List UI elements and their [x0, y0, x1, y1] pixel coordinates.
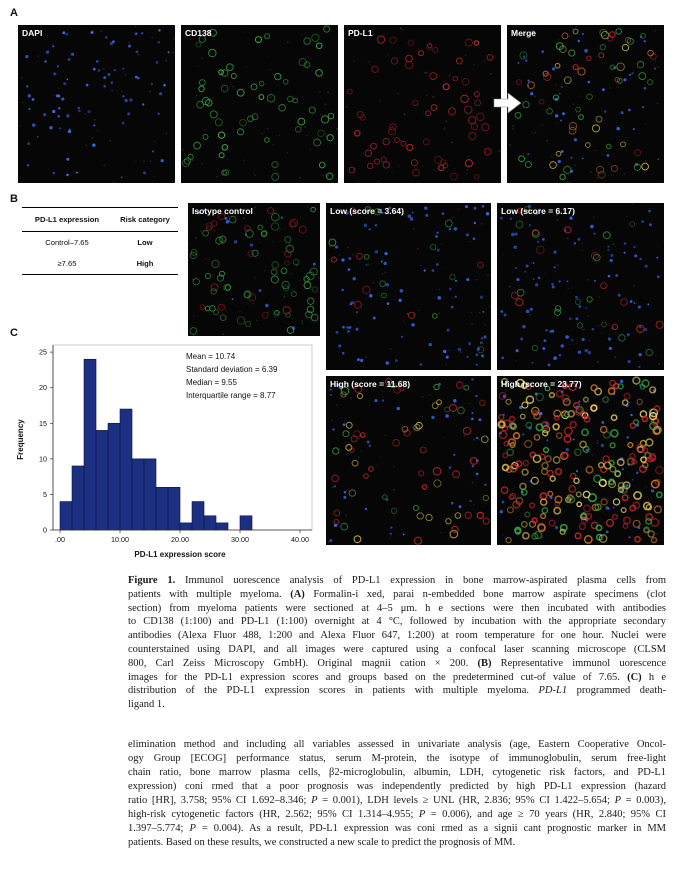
table-cell-risk: High: [136, 259, 154, 268]
text-line: [128, 574, 666, 588]
text-segment: elimination method and including all variables assessed in univariate analysis (age, Eastern Cooperative Oncol-: [128, 739, 666, 750]
text-segment: = 0.001), LDH levels ≥ UNL (HR, 2.836; 95% CI 1.422–5.654;: [317, 795, 615, 806]
x-axis-label: PD-L1 expression score: [134, 550, 226, 559]
micrograph-label: Merge: [511, 28, 537, 38]
figure-caption: [128, 574, 666, 712]
table-cell-risk: Low: [137, 238, 153, 247]
text-segment: Formalin-i xed, parai n-embedded bone marrow aspirate specimens (clot: [304, 588, 666, 600]
text-segment: ligand 1.: [128, 699, 165, 711]
histogram-bar: [168, 487, 180, 530]
x-tick-label: 40.00: [291, 535, 310, 544]
text-segment: section) from myeloma patients were sectioned at 4–5 μm. h e sections were then incubated with antibodies: [128, 602, 666, 614]
text-line: [128, 780, 666, 794]
italic-text: PD-L1: [538, 685, 568, 697]
micrograph-isotype-control: [188, 203, 320, 336]
histogram-bar: [96, 430, 108, 530]
text-segment: distribution of the PD-L1 expression scores in patients with multiple myeloma.: [128, 685, 539, 697]
text-segment: ratio [HR], 3.758; 95% CI 1.692–8.346;: [128, 795, 312, 806]
y-axis-label: Frequency: [16, 419, 25, 460]
text-line: [128, 822, 666, 836]
micrograph-label: High (score = 11.68): [330, 379, 411, 389]
micrograph-dapi: [18, 25, 175, 183]
text-line: [128, 671, 666, 685]
text-segment: counterstained using DAPI, and all images were captured using a confocal laser scanning microscope (CLSM: [128, 643, 666, 655]
micrograph-high-score-2: [497, 376, 664, 545]
statistics-annotation: Interquartile range = 8.77: [186, 391, 276, 400]
micrograph-image: [326, 203, 491, 370]
micrograph-merge: [507, 25, 664, 183]
panel-label-a: A: [10, 7, 18, 19]
text-segment: ogy Group [ECOG] performance status, serum M-protein, the isotype of immunoglobulin, serum free-light: [128, 753, 666, 764]
histogram-bar: [180, 523, 192, 530]
histogram-bar: [60, 502, 72, 530]
histogram-bar: [108, 423, 120, 530]
bold-text: (A): [290, 588, 305, 600]
histogram-bar: [72, 466, 84, 530]
table-cell-expression: ≥7.65: [57, 259, 77, 268]
text-line: [128, 643, 666, 657]
micrograph-label: DAPI: [22, 28, 43, 38]
text-segment: to CD138 (1:100) and PD-L1 (1:100) overnight at 4 °C, followed by incubation with the appropriate secondary: [128, 616, 666, 628]
y-tick-label: 15: [39, 418, 47, 428]
micrograph-label: Low (score = 3.64): [330, 206, 404, 216]
histogram-chart: [0, 330, 320, 565]
bold-text: (B): [477, 657, 492, 669]
text-line: [128, 588, 666, 602]
micrograph-label: CD138: [185, 28, 212, 38]
text-line: [128, 602, 666, 616]
y-tick-label: 5: [43, 489, 47, 499]
x-tick-label: .00: [55, 535, 66, 544]
arrow-right-icon: [493, 92, 523, 114]
y-tick-label: 20: [39, 383, 47, 393]
table-row: [22, 253, 178, 275]
micrograph-image: [344, 25, 501, 183]
micrograph-low-score-1: [326, 203, 491, 370]
text-line: [128, 794, 666, 808]
micrograph-label: Isotype control: [192, 206, 253, 216]
x-tick-label: 30.00: [231, 535, 250, 544]
histogram-bar: [84, 359, 96, 530]
x-tick-label: 20.00: [171, 535, 190, 544]
micrograph-image: [181, 25, 338, 183]
statistics-annotation: Median = 9.55: [186, 378, 237, 387]
text-segment: antibodies (Alexa Fluor 488, 1:200 and Alexa Fluor 647, 1:200) at room temperature for one hour. Nuclei were: [128, 630, 666, 642]
histogram-bar: [144, 459, 156, 530]
table-header-risk-category: Risk category: [120, 215, 170, 224]
table-row: [22, 232, 178, 254]
text-segment: = 0.004). As a result, PD-L1 expression was coni rmed as a signii cant prognostic marker in MM: [195, 823, 666, 834]
text-line: [128, 629, 666, 643]
micrograph-pd-l1: [344, 25, 501, 183]
text-line: [128, 615, 666, 629]
table-cell-expression: Control–7.65: [45, 238, 89, 247]
text-segment: = 0.006), and age ≥ 70 years (HR, 2.840; 95% CI: [425, 809, 666, 820]
text-segment: Representative immunol uorescence: [491, 657, 666, 669]
histogram-bar: [156, 487, 168, 530]
italic-text: P: [614, 795, 622, 806]
bold-text: (C): [627, 671, 642, 683]
micrograph-image: [497, 376, 664, 545]
table-header-row: [22, 208, 178, 232]
micrograph-cd138: [181, 25, 338, 183]
text-segment: patients with multiple myeloma.: [128, 588, 291, 600]
text-line: [128, 766, 666, 780]
panel-label-c: C: [10, 327, 18, 339]
text-line: [128, 657, 666, 671]
text-segment: patients. Based on these results, we constructed a new scale to predict the prognosis of MM.: [128, 837, 516, 848]
text-line: [128, 738, 666, 752]
y-tick-label: 10: [39, 454, 47, 464]
text-line: [128, 836, 666, 850]
statistics-annotation: Standard deviation = 6.39: [186, 365, 278, 374]
micrograph-image: [507, 25, 664, 183]
micrograph-image: [326, 376, 491, 545]
panel-label-b: B: [10, 193, 18, 205]
x-tick-label: 10.00: [111, 535, 130, 544]
text-line: [128, 752, 666, 766]
micrograph-image: [497, 203, 664, 370]
italic-text: P: [418, 809, 426, 820]
micrograph-image: [188, 203, 320, 336]
text-segment: high-risk cytogenetic factors (HR, 2.562; 95% CI 1.314–4.955;: [128, 809, 419, 820]
histogram-bar: [120, 409, 132, 530]
risk-category-table: [22, 207, 178, 275]
body-paragraph: [128, 738, 666, 850]
histogram-bar: [132, 459, 144, 530]
italic-text: P: [189, 823, 196, 834]
histogram-bar: [216, 523, 228, 530]
text-line: [128, 684, 666, 698]
micrograph-label: PD-L1: [348, 28, 373, 38]
text-line: [128, 808, 666, 822]
statistics-annotation: Mean = 10.74: [186, 352, 236, 361]
text-segment: images for the PD-L1 expression scores and groups based on the predetermined cut-of value of 7.65.: [128, 671, 628, 683]
micrograph-image: [18, 25, 175, 183]
histogram-bar: [192, 502, 204, 530]
bold-text: Figure 1.: [128, 575, 176, 586]
micrograph-label: Low (score = 6.17): [501, 206, 575, 216]
italic-text: P: [311, 795, 318, 806]
text-segment: 800, Carl Zeiss Microscopy GmbH). Original magnii cation × 200.: [128, 657, 478, 669]
table-header-pd-l1-expression: PD-L1 expression: [34, 215, 100, 224]
text-segment: Immunol uorescence analysis of PD-L1 expression in bone marrow-aspirated plasma cells from: [175, 575, 666, 586]
histogram-bar: [240, 516, 252, 530]
y-tick-label: 25: [39, 347, 47, 357]
micrograph-high-score-1: [326, 376, 491, 545]
text-segment: programmed death-: [567, 685, 666, 697]
y-tick-label: 0: [43, 525, 47, 535]
text-line: [128, 698, 666, 712]
text-segment: chain ratio, bone marrow plasma cells, β2-microglobulin, albumin, LDH, cytogenetic risk factors, and PD-L1: [128, 767, 666, 778]
micrograph-label: High (score = 23.77): [501, 379, 582, 389]
text-segment: h e: [641, 671, 666, 683]
histogram-bar: [204, 516, 216, 530]
micrograph-low-score-2: [497, 203, 664, 370]
text-segment: 1.397–5.774;: [128, 823, 190, 834]
text-segment: expression) coni rmed that a poor prognosis was independently predicted by high PD-L1 expression (hazard: [128, 781, 666, 792]
text-segment: = 0.003),: [621, 795, 666, 806]
